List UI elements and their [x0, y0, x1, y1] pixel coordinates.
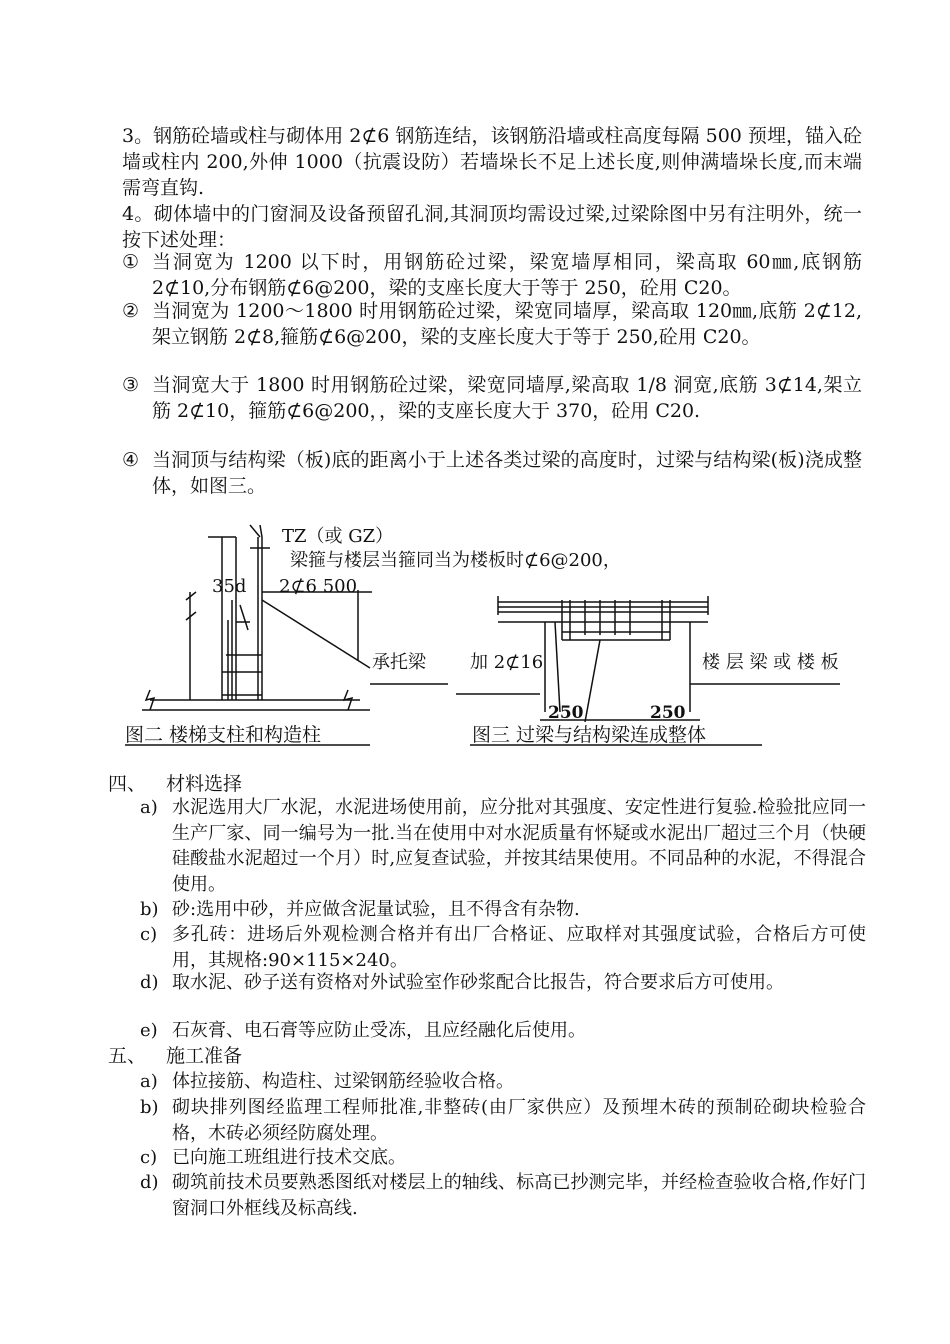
item-marker: a)	[140, 797, 158, 818]
dim-right-label: 250	[650, 703, 686, 723]
item-marker: ①	[122, 251, 140, 273]
preparation-item-a	[140, 1069, 866, 1095]
section-4-heading	[108, 771, 242, 797]
item-text: 取水泥、砂子送有资格对外试验室作砂浆配合比报告，符合要求后方可使用。	[172, 972, 784, 993]
item-text: 体拉接筋、构造柱、过梁钢筋经验收合格。	[172, 1071, 514, 1092]
item-marker: c)	[140, 1147, 158, 1168]
floor-beam-label: 楼 层 梁 或 楼 板	[702, 652, 839, 673]
add-bar-label: 加 2⊄16	[470, 652, 544, 673]
item-text: 当洞宽为 1200～1800 时用钢筋砼过梁，梁宽同墙厚，梁高取 120㎜,底筋 2⊄12,架立钢筋 2⊄8,箍筋⊄6@200，梁的支座长度大于等于 250,砼用 C20。	[152, 300, 862, 348]
item-marker: ③	[122, 374, 140, 396]
dim-left-label: 250	[548, 703, 584, 723]
caption-figure-2: 图二 楼梯支柱和构造柱	[125, 724, 322, 746]
item-text: 多孔砖：进场后外观检测合格并有出厂合格证、应取样对其强度试验，合格后方可使用，其规格:90×115×240。	[172, 924, 866, 971]
stirrup-note: 梁箍与楼层当箍同当为楼板时⊄6@200，	[290, 550, 621, 571]
materials-item-e	[140, 1018, 866, 1044]
item-marker: a)	[140, 1071, 158, 1092]
item-marker: b)	[140, 899, 159, 920]
section-number: 四、	[108, 773, 147, 795]
paragraph-4: 4。砌体墙中的门窗洞及设备预留孔洞,其洞顶均需设过梁,过梁除图中另有注明外，统一按下述处理：	[122, 203, 862, 251]
paragraph-3: 3。钢筋砼墙或柱与砌体用 2⊄6 钢筋连结，该钢筋沿墙或柱高度每隔 500 预埋，锚入砼墙或柱内 200,外伸 1000（抗震设防）若墙垛长不足上述长度,则伸满墙垛长度,而末端需弯直钩.	[122, 125, 862, 199]
item-text: 砌块排列图经监理工程师批准,非整砖(由厂家供应）及预埋木砖的预制砼砌块检验合格，木砖必须经防腐处理。	[172, 1097, 866, 1144]
tz-label: TZ（或 GZ）	[282, 526, 394, 547]
item-marker: e)	[140, 1020, 158, 1041]
item-text: 砂:选用中砂，并应做含泥量试验，且不得含有杂物.	[172, 899, 580, 920]
item-marker: c)	[140, 924, 158, 945]
materials-item-c	[140, 922, 866, 973]
section-5-heading	[108, 1043, 242, 1069]
item-text: 已向施工班组进行技术交底。	[172, 1147, 406, 1168]
item-marker: ④	[122, 449, 140, 471]
item-text: 砌筑前技术员要熟悉图纸对楼层上的轴线、标高已抄测完毕，并经检查验收合格,作好门窗洞口外框线及标高线.	[172, 1172, 866, 1219]
item-text: 水泥选用大厂水泥，水泥进场使用前，应分批对其强度、安定性进行复验.检验批应同一生产厂家、同一编号为一批.当在使用中对水泥质量有怀疑或水泥出厂超过三个月（快硬硅酸盐水泥超过一个月）时,应复查试验，并按其结果使用。不同品种的水泥，不得混合使用。	[172, 797, 866, 895]
item-marker: b)	[140, 1097, 159, 1118]
item-text: 当洞宽为 1200 以下时，用钢筋砼过梁，梁宽墙厚相同，梁高取 60㎜,底钢筋 2⊄10,分布钢筋⊄6@200，梁的支座长度大于等于 250，砼用 C20。	[152, 251, 862, 299]
section-title: 材料选择	[166, 773, 243, 795]
section-title: 施工准备	[166, 1045, 243, 1067]
item-text: 当洞宽大于 1800 时用钢筋砼过梁，梁宽同墙厚,梁高取 1/8 洞宽,底筋 3⊄14,架立筋 2⊄10，箍筋⊄6@200，，梁的支座长度大于 370，砼用 C20.	[152, 374, 862, 422]
preparation-item-d	[140, 1170, 866, 1221]
section-number: 五、	[108, 1045, 147, 1067]
d35-label: 35d	[212, 576, 247, 597]
support-beam-label: 承托梁	[372, 652, 426, 673]
item-marker: d)	[140, 972, 159, 993]
item-text: 当洞顶与结构梁（板)底的距离小于上述各类过梁的高度时，过梁与结构梁(板)浇成整体，如图三。	[152, 449, 862, 497]
materials-item-d	[140, 970, 866, 996]
item-marker: ②	[122, 300, 140, 322]
caption-figure-3: 图三 过梁与结构梁连成整体	[472, 724, 707, 746]
bar-label: 2⊄6 500	[279, 576, 358, 597]
materials-item-a	[140, 795, 866, 897]
item-text: 石灰膏、电石膏等应防止受冻，且应经融化后使用。	[172, 1020, 586, 1041]
preparation-item-b	[140, 1095, 866, 1146]
item-marker: d)	[140, 1172, 159, 1193]
materials-item-b	[140, 897, 866, 923]
preparation-item-c	[140, 1145, 866, 1171]
